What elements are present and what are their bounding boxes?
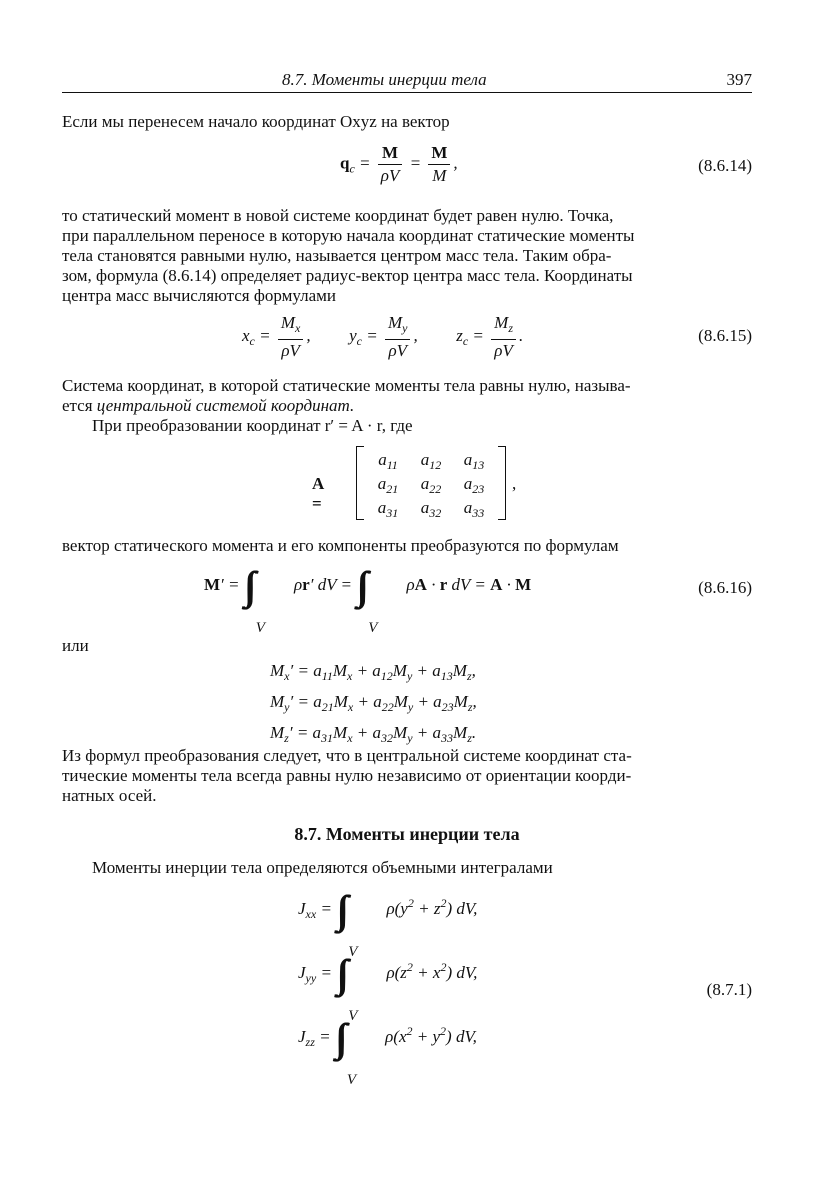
component-equations	[270, 658, 477, 751]
component-equation-y: $M_y' = a_{21}M_x + a_{22}M_y + a_{23}M_z$,	[270, 692, 477, 714]
equation-8-6-14: $q_c$ = $\frac{M}{\rho V}$ = $\frac{M}{M}$ ,	[340, 143, 458, 185]
equation-8-6-15: $x_c$ = $\frac{M_x}{\rho V}$ , $y_c$ = $\frac{M_y}{\rho V}$ , $z_c$ = $\frac{M_z}{\rho V}$ .	[242, 313, 524, 360]
equation-jxx: $J_{xx}$ = ∫∫∫ V $\rho(y^2 + z^2)$ dV,	[298, 887, 478, 960]
paragraph-transform: При преобразовании координат r′ = A · r, где	[92, 416, 413, 435]
text-line	[62, 396, 752, 416]
paragraph-intro: Если мы перенесем начало координат Oxyz на вектор	[62, 112, 450, 131]
text-line: тела становятся равными нулю, называется центром масс тела. Таким обра-	[62, 246, 612, 265]
equation-number-8-6-15: (8.6.15)	[698, 326, 752, 345]
component-equation-x: $M_x' = a_{11}M_x + a_{12}M_y + a_{13}M_z$,	[270, 661, 476, 683]
matrix-cell: $a_{12}$	[420, 450, 442, 472]
paragraph-center-of-mass	[62, 206, 752, 306]
equation-jyy: $J_{yy}$ = ∫∫∫ V $\rho(z^2 + x^2)$ dV,	[298, 951, 478, 1024]
page	[62, 0, 752, 1200]
section-heading: 8.7. Моменты инерции тела	[294, 824, 520, 844]
equation-8-7-1	[298, 887, 478, 1088]
text-line: тические моменты тела всегда равны нулю независимо от ориентации коорди-	[62, 766, 632, 785]
text-line: Система координат, в которой статические моменты тела равны нулю, называ-	[62, 376, 631, 395]
matrix-cell: $a_{13}$	[463, 450, 485, 472]
matrix-cell: $a_{11}$	[378, 450, 398, 472]
equation-number-8-6-14: (8.6.14)	[698, 156, 752, 175]
text-line: при параллельном переносе в которую начала координат статические моменты	[62, 226, 635, 245]
text-line: зом, формула (8.6.14) определяет радиус-вектор центра масс тела. Координаты	[62, 266, 633, 285]
page-number: 397	[726, 70, 752, 89]
text-line: Из формул преобразования следует, что в центральной системе координат ста-	[62, 746, 632, 765]
paragraph-or: или	[62, 636, 89, 655]
header-section-title: 8.7. Моменты инерции тела	[282, 70, 487, 89]
paragraph-moment-vector: вектор статического момента и его компоненты преобразуются по формулам	[62, 536, 619, 555]
matrix-cell: $a_{22}$	[420, 474, 442, 496]
component-equation-z: $M_z' = a_{31}M_x + a_{32}M_y + a_{33}M_z$.	[270, 723, 477, 745]
equation-number-8-7-1: (8.7.1)	[706, 980, 752, 999]
equation-jzz: $J_{zz}$ = ∫∫∫ V $\rho(x^2 + y^2)$ dV,	[298, 1015, 477, 1088]
equation-number-8-6-16: (8.6.16)	[698, 578, 752, 597]
term-central-system: центральной системой координат.	[96, 396, 355, 415]
matrix-cell: $a_{23}$	[463, 474, 485, 496]
paragraph-conclusion	[62, 746, 752, 806]
matrix-cell: $a_{21}$	[377, 474, 399, 496]
matrix-label: A =	[312, 474, 324, 513]
paragraph-inertia: Моменты инерции тела определяются объемными интегралами	[92, 858, 553, 877]
text-line: то статический момент в новой системе координат будет равен нулю. Точка,	[62, 206, 614, 225]
matrix-cell: $a_{32}$	[420, 498, 442, 520]
paragraph-central-system	[62, 376, 752, 416]
matrix-cell: $a_{31}$	[377, 498, 399, 520]
equation-8-6-16: M′ = ∫∫∫ V ρr′ dV = ∫∫∫ V ρA · r dV = A · M	[204, 563, 532, 636]
text-line: натных осей.	[62, 786, 157, 805]
text-fragment: ется	[62, 396, 93, 415]
left-bracket	[356, 446, 364, 520]
right-bracket	[498, 446, 506, 520]
running-header	[62, 70, 752, 93]
text-line: центра масс вычисляются формулами	[62, 286, 337, 305]
matrix-comma: ,	[512, 474, 517, 493]
matrix-cell: $a_{33}$	[463, 498, 485, 520]
